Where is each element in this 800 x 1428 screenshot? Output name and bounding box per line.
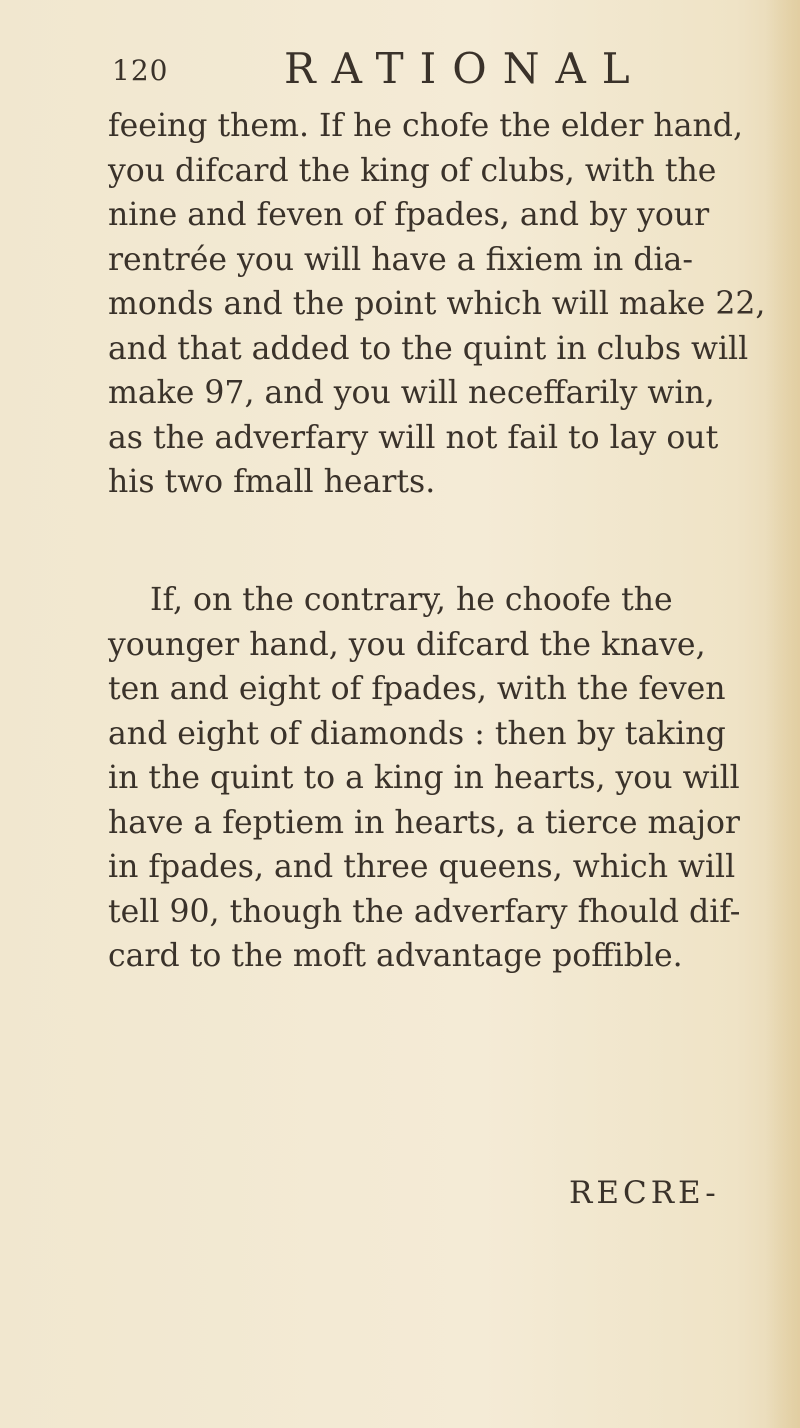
text-line: make 97, and you will neceffarily win,	[108, 375, 715, 411]
paragraph-2	[108, 578, 768, 979]
text-line: tell 90, though the adverfary fhould dif-	[108, 893, 741, 930]
text-line: his two fmall hearts.	[108, 464, 436, 500]
text-line: If, on the contrary, he choofe the	[150, 582, 673, 618]
text-line: in fpades, and three queens, which will	[108, 849, 736, 885]
catchword: RECRE-	[569, 1175, 720, 1211]
text-line: have a feptiem in hearts, a tierce major	[108, 804, 740, 841]
text-line: monds and the point which will make 22,	[108, 286, 766, 322]
running-title: RATIONAL	[284, 44, 646, 93]
page-edge-shadow	[766, 0, 800, 1428]
text-line: as the adverfary will not fail to lay out	[108, 419, 719, 456]
text-line: and that added to the quint in clubs will	[108, 330, 749, 367]
page-number: 120	[112, 54, 169, 87]
page-header	[112, 44, 672, 94]
text-line: you difcard the king of clubs, with the	[108, 152, 717, 189]
text-line: in the quint to a king in hearts, you will	[108, 760, 740, 796]
text-line: nine and feven of fpades, and by your	[108, 197, 710, 233]
text-line: ten and eight of fpades, with the feven	[108, 671, 726, 707]
text-line: feeing them. If he chofe the elder hand,	[108, 108, 743, 144]
text-line: younger hand, you difcard the knave,	[108, 626, 706, 663]
paragraph-1	[108, 104, 768, 505]
text-line: card to the moft advantage poffible.	[108, 938, 683, 974]
text-line: and eight of diamonds : then by taking	[108, 715, 726, 752]
text-line: rentrée you will have a fixiem in dia-	[108, 241, 693, 278]
